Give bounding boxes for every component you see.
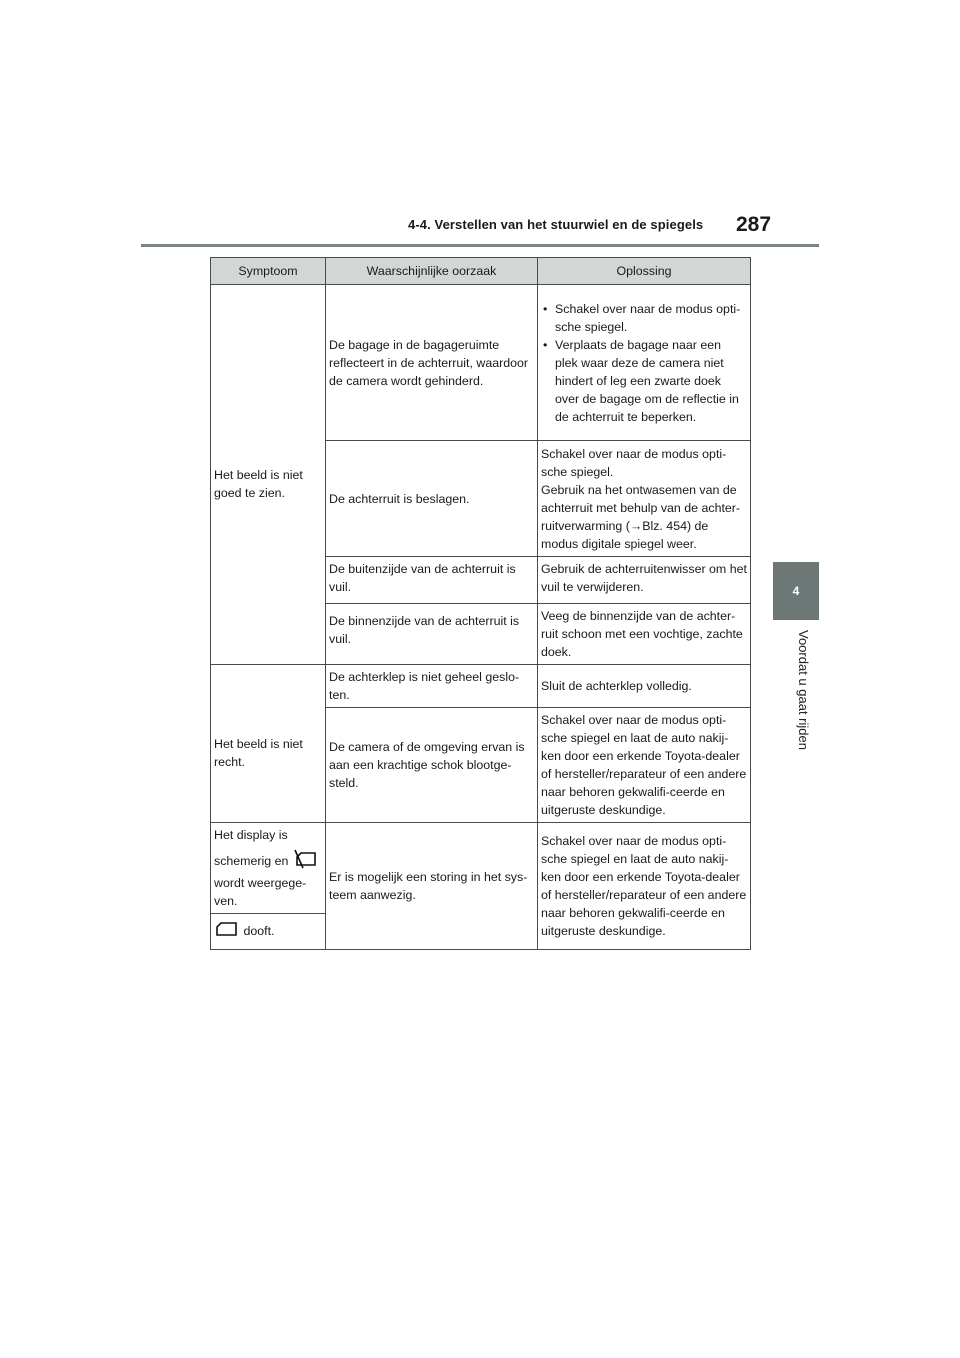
column-header-symptom: Symptoom: [211, 258, 326, 285]
list-item: • Schakel over naar de modus opti-sche spiegel.: [541, 300, 747, 336]
table-row: [211, 823, 751, 914]
section-title: 4-4. Verstellen van het stuurwiel en de spiegels: [408, 217, 704, 232]
table-header-row: [211, 258, 751, 285]
symptom-cell: Het beeld is niet goed te zien.: [211, 285, 326, 665]
symptom-text: dooft.: [243, 923, 275, 938]
solution-cell: Schakel over naar de modus opti-sche spiegel en laat de auto nakij-ken door een erkende Toyota-dealer of hersteller/reparateur of een andere naar behoren gekwalifi-ceerde en uitgeruste deskundige.: [538, 823, 751, 950]
cause-cell: De achterklep is niet geheel geslo-ten.: [326, 665, 538, 708]
symptom-cell: [211, 823, 326, 914]
solution-text: Gebruik na het ontwasemen van de achterruit met behulp van de achter-ruitverwarming (→Blz. 454) de modus digitale spiegel weer.: [541, 482, 741, 551]
symptom-text: wordt weergege-ven.: [214, 876, 307, 908]
symptom-cell: Het beeld is niet recht.: [211, 665, 326, 823]
page-number: 287: [736, 213, 772, 236]
column-header-solution: Oplossing: [538, 258, 751, 285]
solution-cell: Sluit de achterklep volledig.: [538, 665, 751, 708]
chapter-title: Voordat u gaat rijden: [796, 630, 811, 750]
table-row: [211, 285, 751, 441]
list-item: • Verplaats de bagage naar een plek waar deze de camera niet hindert of leg een zwarte doek over de bagage om de reflectie in de achterruit te beperken.: [541, 336, 747, 426]
digital-mirror-icon: [214, 920, 240, 943]
solution-cell: Veeg de binnenzijde van de achter-ruit schoon met een vochtige, zachte doek.: [538, 604, 751, 665]
troubleshooting-table: [210, 257, 751, 950]
cause-cell: De buitenzijde van de achterruit is vuil.: [326, 557, 538, 604]
cause-cell: De bagage in de bagageruimte reflecteert in de achterruit, waardoor de camera wordt gehinderd.: [326, 285, 538, 441]
table-row: [211, 665, 751, 708]
cause-cell: De achterruit is beslagen.: [326, 441, 538, 557]
chapter-number: 4: [792, 584, 800, 598]
solution-cell: Gebruik de achterruitenwisser om het vuil te verwijderen.: [538, 557, 751, 604]
digital-mirror-warning-icon: [292, 849, 318, 874]
solution-cell: Schakel over naar de modus opti-sche spiegel en laat de auto nakij-ken door een erkende Toyota-dealer of hersteller/reparateur of een andere naar behoren gekwalifi-ceerde en uitgeruste deskundige.: [538, 708, 751, 823]
cause-cell: De binnenzijde van de achterruit is vuil.: [326, 604, 538, 665]
cause-cell: Er is mogelijk een storing in het sys-teem aanwezig.: [326, 823, 538, 950]
column-header-cause: Waarschijnlijke oorzaak: [326, 258, 538, 285]
symptom-text: schemerig en: [214, 853, 289, 868]
chapter-tab: [773, 562, 819, 620]
symptom-cell: [211, 914, 326, 950]
solution-cell: [538, 441, 751, 557]
solution-text: Schakel over naar de modus opti-sche spiegel.: [541, 446, 727, 479]
solution-list: [541, 300, 747, 426]
header-divider: [141, 244, 819, 247]
symptom-text: Het display is: [214, 828, 288, 842]
cause-cell: De camera of de omgeving ervan is aan een krachtige schok blootge-steld.: [326, 708, 538, 823]
solution-cell: [538, 285, 751, 441]
